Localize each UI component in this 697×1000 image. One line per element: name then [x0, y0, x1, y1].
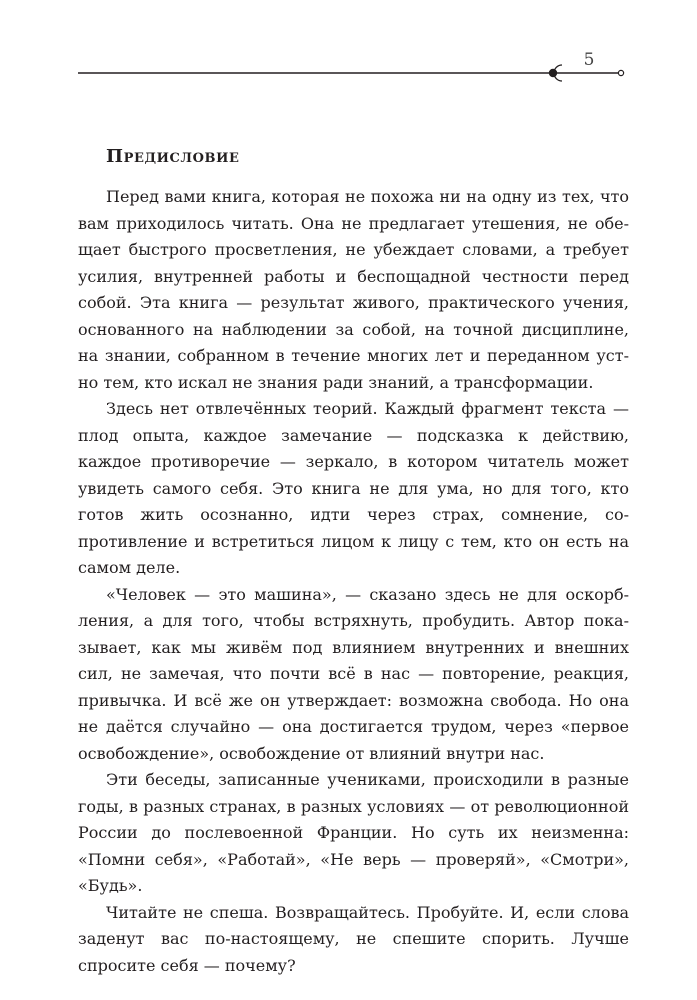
- header-rule-ornament: [78, 62, 626, 84]
- paragraph-3: «Человек — это машина», — сказано здесь не для оскорбления, а для того, чтобы встряхнуть, пробудить. Автор показывает, как мы живём под влиянием внутренних и внешних сил, не замечая, что почти всё в нас — повторение, реакция, привычка. И всё же он утверждает: возможна свобода. Но она не даётся случайно — она достигается трудом, через «первое освобождение», освобождение от влияний внутри нас.: [78, 584, 629, 763]
- paragraph-4: Эти беседы, записанные учениками, происходили в разные годы, в разных странах, в разных условиях — от революционной России до послевоенной Франции. Но суть их неизменна: «Помни себя», «Работай», «Не верь — проверяй», «Смотри», «Будь».: [78, 770, 629, 895]
- paragraph-2: Здесь нет отвлечённых теорий. Каждый фрагмент текста — плод опыта, каждое замечание — подсказка к действию, каждое противоречие — зеркало, в котором читатель может увидеть самого себя. Это книга не для ума, но для того, кто готов жить осознанно, идти через страх, сомнение, сопротивление и встретиться лицом к лицу с тем, кто он есть на самом деле.: [78, 399, 629, 577]
- paragraph-5: Читайте не спеша. Возвращайтесь. Пробуйте. И, если слова заденут вас по-настоящему, не спешите спорить. Лучше спросите себя — почему?: [78, 902, 629, 975]
- page-number: 5: [583, 50, 595, 70]
- paragraph-1: Перед вами книга, которая не похожа ни на одну из тех, что вам приходилось читать. Она не предлагает утешения, не обещает быстрого просветления, не убеждает словами, а требует усилия, внутренней работы и беспощадной честности перед собой. Эта книга — результат живого, практического учения, основанного на наблюдении за собой, на точной дисциплине, на знании, собранном в течение многих лет и переданном устно тем, кто искал не знания ради знаний, а трансформации.: [78, 187, 629, 392]
- rule-ornament-dot: [549, 69, 557, 77]
- rule-end-circle: [618, 70, 623, 75]
- body-text: [78, 184, 629, 979]
- chapter-heading: Предисловие: [106, 146, 240, 167]
